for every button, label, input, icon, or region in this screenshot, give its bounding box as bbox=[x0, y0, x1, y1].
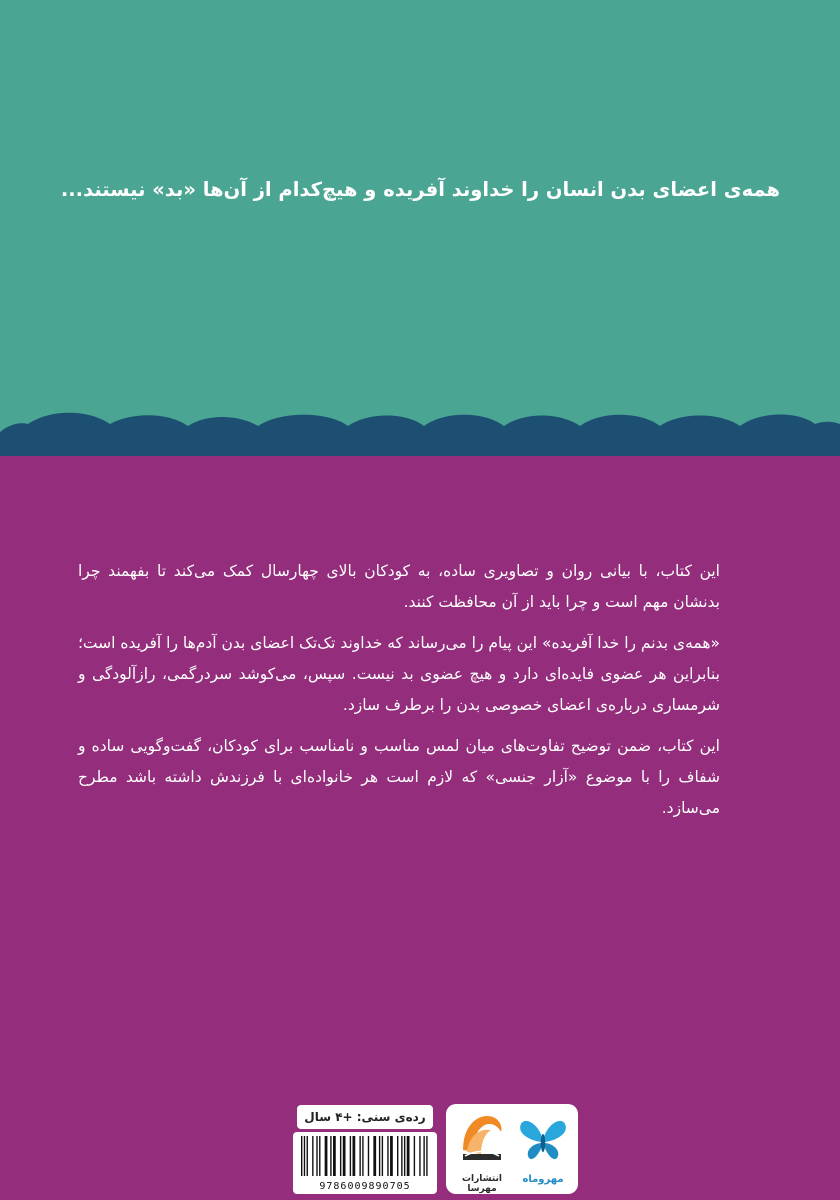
barcode-bar bbox=[390, 1136, 393, 1176]
barcode-bar bbox=[325, 1136, 328, 1176]
barcode-bar bbox=[407, 1136, 410, 1176]
barcode-bar bbox=[373, 1136, 376, 1176]
blue-butterfly-logo-icon bbox=[517, 1110, 569, 1168]
barcode-bar bbox=[350, 1136, 351, 1176]
isbn-number: 9786009890705 bbox=[319, 1181, 411, 1192]
barcode-bar bbox=[304, 1136, 305, 1176]
publisher-logo-right bbox=[514, 1110, 572, 1190]
barcode-bar bbox=[352, 1136, 355, 1176]
barcode-bar bbox=[359, 1136, 360, 1176]
barcode-bar bbox=[330, 1136, 331, 1176]
description bbox=[78, 556, 720, 834]
barcode-bar bbox=[316, 1136, 317, 1176]
barcode-bar bbox=[340, 1136, 341, 1176]
barcode-bar bbox=[397, 1136, 398, 1176]
barcode-bar bbox=[362, 1136, 363, 1176]
barcode-bar bbox=[426, 1136, 427, 1176]
barcode-bar bbox=[404, 1136, 405, 1176]
barcode-bar bbox=[319, 1136, 320, 1176]
barcode-icon bbox=[300, 1136, 430, 1178]
barcode-bar bbox=[414, 1136, 415, 1176]
barcode-bar bbox=[423, 1136, 424, 1176]
paragraph-2: «همه‌ی بدنم را خدا آفریده» این پیام را می‌رساند که خداوند تک‌تک اعضای بدن آدم‌ها را آفریده است؛ بنابراین هر عضوی فایده‌ای دارد و هیچ عضوی بد نیست. سپس، می‌کوشد سردرگمی، رازآلودگی و شرمساری درباره‌ی اعضای خصوصی بدن را برطرف سازد. bbox=[78, 634, 720, 714]
barcode-bar bbox=[368, 1136, 369, 1176]
barcode-bar bbox=[382, 1136, 383, 1176]
paragraph-3: این کتاب، ضمن توضیح تفاوت‌های میان لمس مناسب و نامناسب برای کودکان، گفت‌وگویی ساده و شفاف را با موضوع «آزار جنسی» که لازم است هر خانواده‌ای با فرزندش داشته باشد مطرح می‌سازد. bbox=[78, 737, 720, 817]
tagline: همه‌ی اعضای بدن انسان را خداوند آفریده و هیچ‌کدام از آن‌ها «بد» نیستند... bbox=[60, 178, 780, 201]
barcode-bar bbox=[387, 1136, 388, 1176]
barcode-bar bbox=[301, 1136, 302, 1176]
publisher-logo-left bbox=[454, 1110, 510, 1194]
paragraph-1: این کتاب، با بیانی روان و تصاویری ساده، به کودکان بالای چهارسال کمک می‌کند تا بفهمند چرا بدنشان مهم است و چرا باید از آن محافظت کنند. bbox=[78, 562, 720, 611]
publisher-logos bbox=[446, 1104, 578, 1194]
wave-divider bbox=[0, 410, 840, 456]
orange-book-logo-icon bbox=[457, 1110, 507, 1168]
publisher-left-name: انتشارات مهرسا bbox=[462, 1174, 502, 1194]
barcode-bar bbox=[401, 1136, 402, 1176]
isbn-barcode bbox=[293, 1132, 437, 1194]
barcode-bar bbox=[312, 1136, 313, 1176]
barcode-bar bbox=[379, 1136, 380, 1176]
barcode-bar bbox=[343, 1136, 346, 1176]
top-teal-section bbox=[0, 0, 840, 440]
barcode-bar bbox=[419, 1136, 420, 1176]
age-rating-badge: رده‌ی سنی: +۴ سال bbox=[297, 1105, 433, 1129]
publisher-right-name: مهروماه bbox=[522, 1174, 564, 1185]
barcode-bar bbox=[307, 1136, 308, 1176]
barcode-bar bbox=[333, 1136, 336, 1176]
